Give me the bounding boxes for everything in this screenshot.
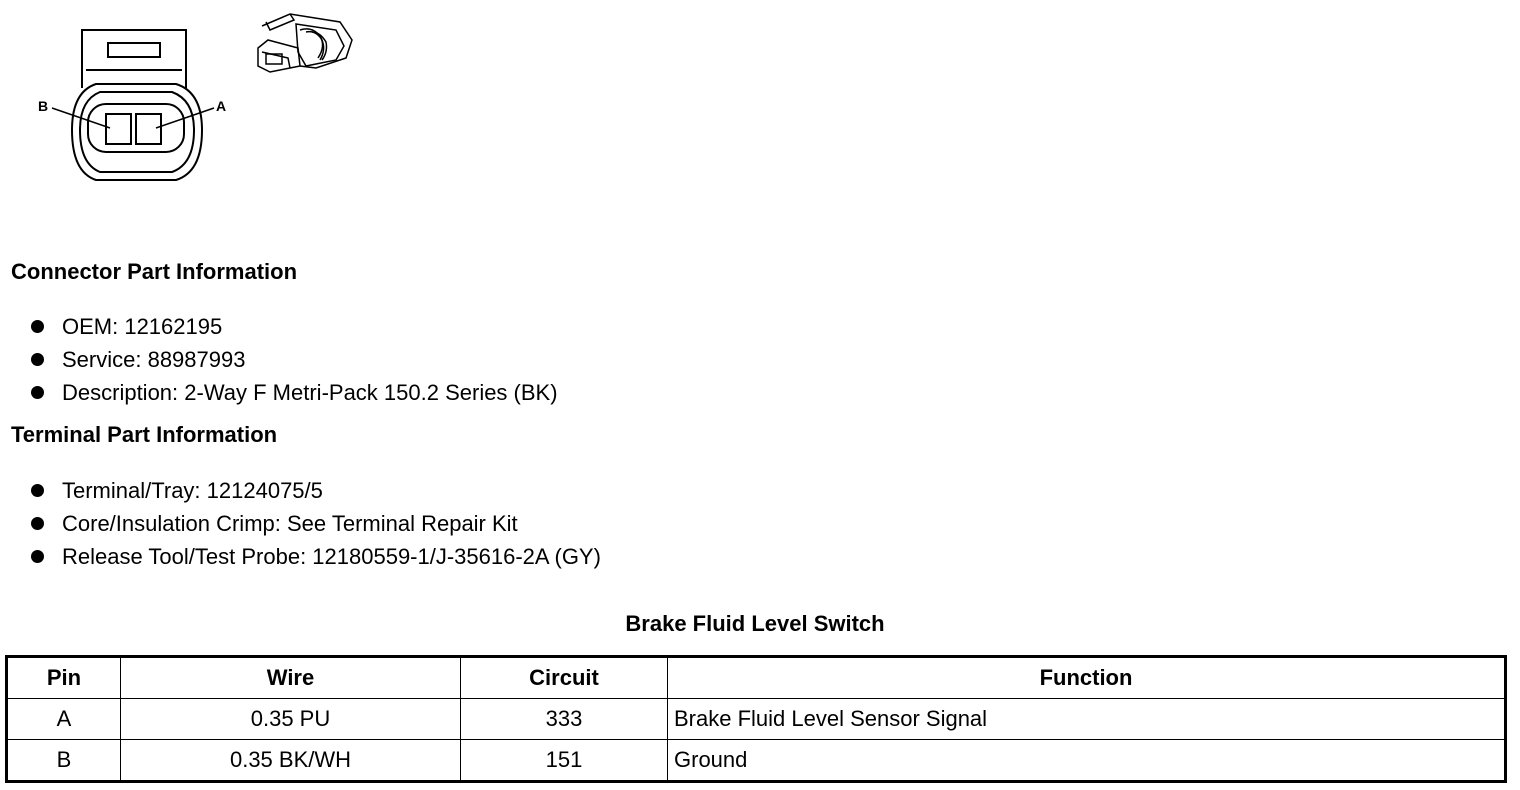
connector-part-heading: Connector Part Information (11, 259, 298, 284)
latch-slot (108, 43, 160, 57)
list-item: Description: 2-Way F Metri-Pack 150.2 Series (BK) (28, 376, 558, 409)
pin-label-a: A (216, 98, 227, 114)
list-item: Service: 88987993 (28, 343, 558, 376)
header-function: Function (668, 657, 1506, 699)
list-item: Release Tool/Test Probe: 12180559-1/J-35616-2A (GY) (28, 540, 601, 573)
bullet-icon (31, 517, 44, 530)
terminal-a (136, 114, 161, 144)
table-row (7, 699, 1506, 740)
table-title: Brake Fluid Level Switch (625, 611, 885, 636)
cell-circuit: 333 (461, 699, 668, 740)
terminal-b (106, 114, 131, 144)
terminal-part-list (28, 474, 601, 573)
cell-function: Brake Fluid Level Sensor Signal (668, 699, 1506, 740)
terminal-part-heading: Terminal Part Information (11, 422, 278, 447)
table-header-row (7, 657, 1506, 699)
bullet-icon (31, 484, 44, 497)
connector-part-list (28, 310, 558, 409)
list-item: Terminal/Tray: 12124075/5 (28, 474, 601, 507)
cell-function: Ground (668, 740, 1506, 782)
bullet-icon (31, 386, 44, 399)
table-row (7, 740, 1506, 782)
connector-latch (82, 30, 186, 88)
connector-diagram (0, 0, 380, 200)
pinout-table (5, 655, 1507, 783)
cell-circuit: 151 (461, 740, 668, 782)
cell-pin: A (7, 699, 121, 740)
pin-label-b: B (38, 98, 49, 114)
header-pin: Pin (7, 657, 121, 699)
list-item: Core/Insulation Crimp: See Terminal Repair Kit (28, 507, 601, 540)
cell-wire: 0.35 BK/WH (121, 740, 461, 782)
bullet-icon (31, 353, 44, 366)
header-circuit: Circuit (461, 657, 668, 699)
bullet-icon (31, 320, 44, 333)
connector-3d-view (258, 14, 352, 72)
bullet-icon (31, 550, 44, 563)
cell-pin: B (7, 740, 121, 782)
list-item: OEM: 12162195 (28, 310, 558, 343)
cell-wire: 0.35 PU (121, 699, 461, 740)
header-wire: Wire (121, 657, 461, 699)
